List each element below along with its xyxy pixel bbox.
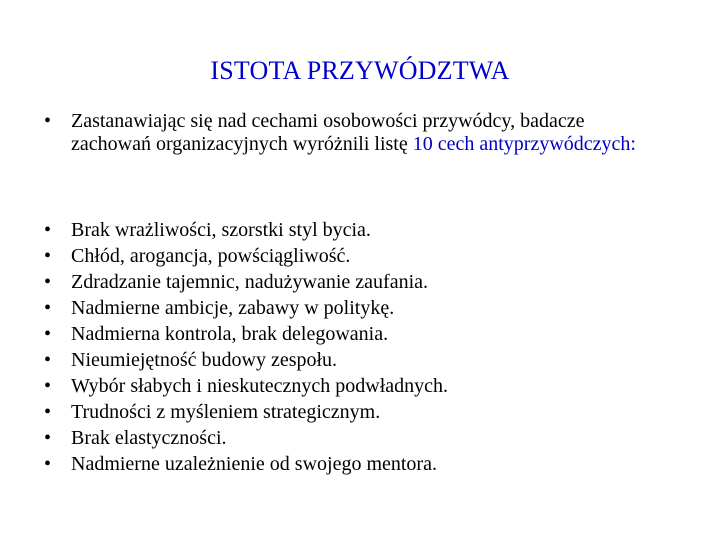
list-item: [44, 217, 664, 243]
bullet-icon: •: [44, 110, 52, 132]
list-item: [44, 425, 664, 451]
list-item-text: Brak wrażliwości, szorstki styl bycia.: [71, 219, 371, 241]
trait-list: [44, 217, 664, 477]
intro-item: [44, 110, 664, 156]
intro-text-highlight: 10 cech antyprzywódczych:: [412, 133, 636, 155]
intro-text: [71, 110, 636, 155]
list-item: [44, 451, 664, 477]
slide-title: ISTOTA PRZYWÓDZTWA: [210, 56, 510, 85]
list-item-text: Wybór słabych i nieskutecznych podwładnych.: [71, 375, 449, 397]
bullet-icon: •: [44, 427, 52, 449]
list-item-text: Nadmierne ambicje, zabawy w politykę.: [71, 297, 395, 319]
bullet-icon: •: [44, 245, 52, 267]
bullet-icon: •: [44, 219, 52, 241]
list-item-text: Zdradzanie tajemnic, nadużywanie zaufania.: [71, 271, 429, 293]
list-item: [44, 243, 664, 269]
list-item-text: Brak elastyczności.: [71, 427, 227, 449]
bullet-icon: •: [44, 375, 52, 397]
list-item-text: Trudności z myśleniem strategicznym.: [71, 401, 381, 423]
list-item-text: Nadmierna kontrola, brak delegowania.: [71, 323, 389, 345]
list-item-text: Nieumiejętność budowy zespołu.: [71, 349, 338, 371]
bullet-icon: •: [44, 323, 52, 345]
intro-paragraph: [44, 110, 664, 156]
list-item: [44, 399, 664, 425]
list-item-text: Chłód, arogancja, powściągliwość.: [71, 245, 351, 267]
list-item: [44, 321, 664, 347]
list-item: [44, 295, 664, 321]
bullet-icon: •: [44, 349, 52, 371]
intro-text-main: Zastanawiając się nad cechami osobowości przywódcy, badacze zachowań organizacyjnych wyróżnili listę: [71, 110, 585, 155]
bullet-icon: •: [44, 271, 52, 293]
bullet-icon: •: [44, 401, 52, 423]
list-item: [44, 373, 664, 399]
list-item: [44, 269, 664, 295]
list-item: [44, 347, 664, 373]
bullet-icon: •: [44, 453, 52, 475]
list-item-text: Nadmierne uzależnienie od swojego mentora.: [71, 453, 437, 475]
bullet-icon: •: [44, 297, 52, 319]
